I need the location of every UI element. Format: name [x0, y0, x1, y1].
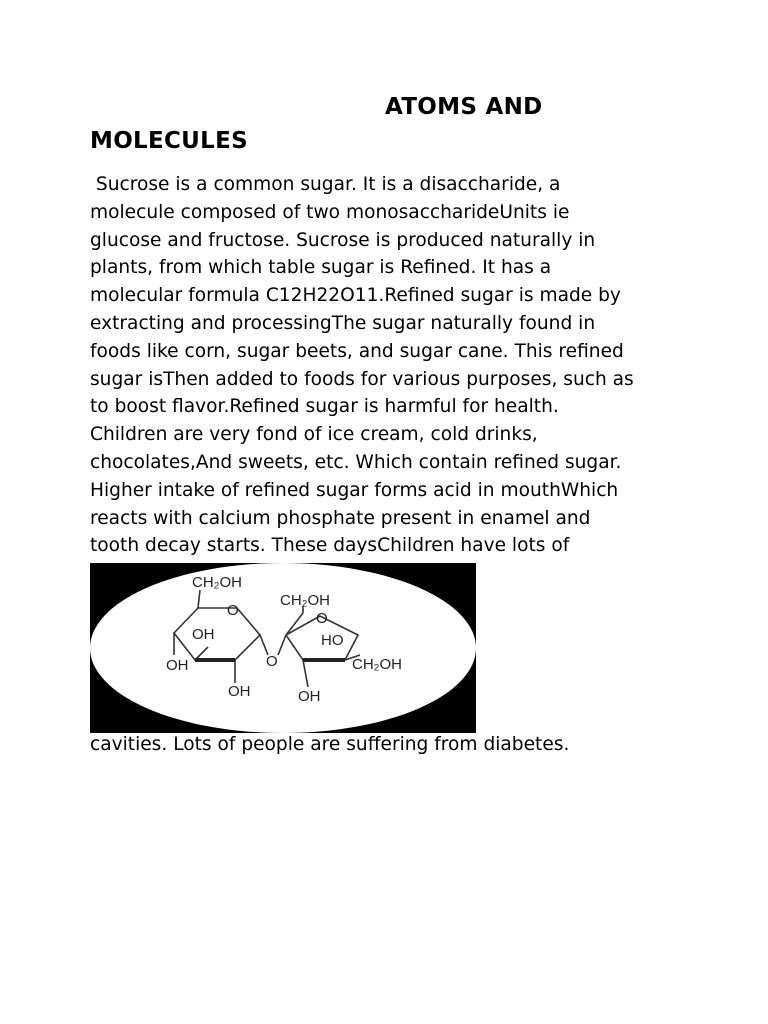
closing-line: cavities. Lots of people are suffering from diabetes. [90, 734, 570, 755]
label-fructose-ho: HO [321, 632, 344, 649]
paragraph-line: to boost flavor.Refined sugar is harmful for health. [90, 396, 559, 418]
paragraph-line: molecule composed of two monosaccharideUnits ie [90, 201, 570, 223]
paragraph-line: extracting and processingThe sugar naturally found in [90, 312, 596, 334]
paragraph-line: Sucrose is a common sugar. It is a disaccharide, a [90, 174, 561, 195]
sucrose-structure-diagram [90, 563, 476, 733]
label-fructose-ring-o: O [316, 610, 328, 627]
label-glucose-oh-inner: OH [192, 626, 215, 643]
paragraph-line: Higher intake of refined sugar forms acid in mouthWhich [90, 479, 619, 501]
label-glucose-ring-o: O [227, 602, 239, 619]
label-glucose-oh-bottom: OH [228, 683, 251, 700]
paragraph-line: Children are very fond of ice cream, cold drinks, [90, 424, 538, 446]
label-fructose-ch2oh-right: CH₂OH [352, 656, 402, 673]
title-line-2: MOLECULES [90, 128, 248, 154]
paragraph-line: reacts with calcium phosphate present in enamel and [90, 507, 591, 529]
label-glycosidic-o: O [266, 653, 278, 670]
paragraph-line: foods like corn, sugar beets, and sugar cane. This refined [90, 340, 624, 362]
label-glucose-ch2oh: CH₂OH [192, 574, 242, 591]
label-fructose-ch2oh-top: CH₂OH [280, 592, 330, 609]
paragraph-line: sugar isThen added to foods for various purposes, such as [90, 368, 634, 390]
paragraph-line: plants, from which table sugar is Refined. It has a [90, 257, 552, 279]
closing-sentence [90, 731, 569, 759]
label-glucose-oh-left: OH [166, 657, 189, 674]
sucrose-structure-image [90, 563, 476, 733]
paragraph-line: tooth decay starts. These daysChildren have lots of [90, 535, 570, 557]
paragraph-line: molecular formula C12H22O11.Refined sugar is made by [90, 285, 621, 307]
paragraph-line: glucose and fructose. Sucrose is produced naturally in [90, 229, 596, 251]
label-fructose-oh-bottom: OH [298, 688, 321, 705]
paragraph-line: chocolates,And sweets, etc. Which contain refined sugar. [90, 451, 622, 473]
body-paragraph [90, 171, 700, 560]
image-vignette [90, 563, 476, 733]
title-line-1: ATOMS AND [385, 94, 543, 120]
